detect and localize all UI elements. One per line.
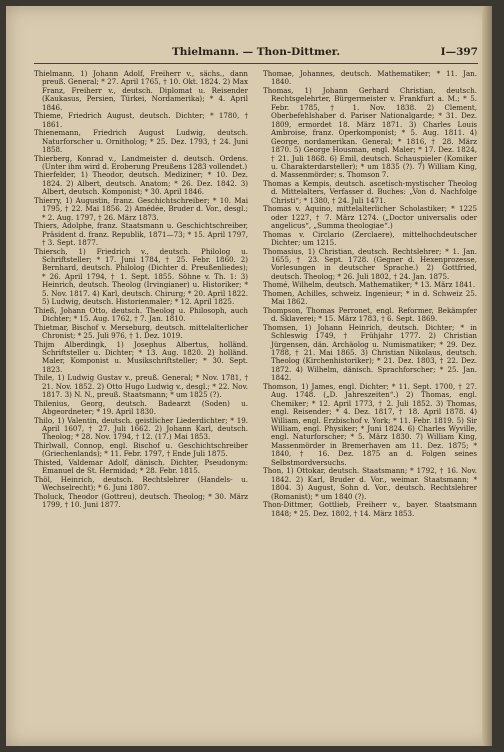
- dictionary-entry: Tholuck, Theodor (Gottreu), deutsch. Theolog; * 30. März 1799, † 10. Juni 1877.: [34, 491, 248, 510]
- dictionary-entry: Thierry, 1) Augustin, franz. Geschichtschreiber; * 10. Mai 1795, † 22. Mai 1856. 2) Amédée, Bruder d. Vor., desgl.; * 2. Aug. 1797, † 26. März 1873.: [34, 195, 248, 222]
- dictionary-entry: Thomasius, 1) Christian, deutsch. Rechtslehrer; * 1. Jan. 1655, † 23. Sept. 1728. (Gegner d. Hexenprozesse, Vorlesungen in deutscher Sprache.) 2) Gottfried, deutsch. Theolog; * 26. Juli 1802, † 24. Jan. 1875.: [263, 246, 477, 281]
- dictionary-entry: Thieme, Friedrich August, deutsch. Dichter; * 1780, † 1861.: [34, 111, 248, 129]
- dictionary-entry: Thielmann, 1) Johann Adolf, Freiherr v., sächs., dann preuß. General; * 27. April 1765, † 10. Okt. 1824. 2) Max Franz, Freiherr v., deutsch. Diplomat u. Reisender (Kaukasus, Persien, Türkei, Nordamerika); * 4. April 1846.: [34, 69, 248, 112]
- page-spine-shadow: [482, 6, 492, 746]
- dictionary-entry: Thiers, Adolphe, franz. Staatsmann u. Geschichtschreiber, Präsident d. franz. Republik, 1871—73; * 15. April 1797, † 3. Sept. 1877.: [34, 221, 248, 248]
- running-title: Thielmann. — Thon-Dittmer.: [171, 46, 340, 58]
- dictionary-entry: Thöl, Heinrich, deutsch. Rechtslehrer (Handels- u. Wechselrecht); * 6. Juni 1807.: [34, 474, 248, 493]
- right-column: [263, 70, 477, 518]
- dictionary-entry: Thietmar, Bischof v. Merseburg, deutsch. mittelalterlicher Chronist; * 25. Juli 976, † 1. Dez. 1019.: [34, 322, 248, 341]
- dictionary-entry: Thompson, Thomas Perronet, engl. Reformer, Bekämpfer d. Sklaverei; * 15. März 1783, † 6. Sept. 1869.: [263, 305, 477, 324]
- dictionary-entry: Thieß, Johann Otto, deutsch. Theolog u. Philosoph, auch Dichter; * 15. Aug. 1762, † 7. Jan. 1810.: [34, 305, 248, 324]
- dictionary-entry: Thierfelder, 1) Theodor, deutsch. Mediziner; * 10. Dez. 1824. 2) Albert, deutsch. Anatom; * 26. Dez. 1842. 3) Albert, deutsch. Komponist; * 30. April 1846.: [34, 170, 248, 197]
- header-rule: [34, 63, 478, 64]
- dictionary-entry: Thile, 1) Ludwig Gustav v., preuß. General; * Nov. 1781, † 21. Nov. 1852. 2) Otto Hugo Ludwig v., desgl.; * 22. Nov. 1817. 3) N. N., preuß. Staatsmann; * um 1825 (?).: [34, 373, 248, 400]
- page-header: [34, 46, 478, 62]
- dictionary-entry: Thomas v. Aquino, mittelalterlicher Scholastiker; * 1225 oder 1227, † 7. März 1274. („Doctor universalis oder angelicus“, „Summa theologiae“.): [263, 204, 477, 231]
- dictionary-entry: Thierberg, Konrad v., Landmeister d. deutsch. Ordens. (Unter ihm wird d. Eroberung Preußens 1283 vollendet.): [34, 153, 248, 171]
- dictionary-entry: Thon-Dittmer, Gottlieb, Freiherr v., bayer. Staatsmann 1848; * 25. Dez. 1802, † 14. März 1853.: [263, 500, 477, 518]
- dictionary-entry: Thisted, Valdemar Adolf, dänisch. Dichter, Pseudonym: Emanuel de St. Hermidad; * 28. Febr. 1815.: [34, 457, 248, 476]
- dictionary-entry: Thiersch, 1) Friedrich v., deutsch. Philolog u. Schriftsteller; * 17. Juni 1784, † 25. Febr. 1860. 2) Bernhard, deutsch. Philolog (Dichter d. Preußenliedes); * 26. April 1794, † 1. Sept. 1855. Söhne v. Th. 1: 3) Heinrich, deutsch. Theolog (Irvingianer) u. Historiker; * 5. Nov. 1817. 4) Karl, deutsch. Chirurg; * 20. April 1822. 5) Ludwig, deutsch. Historienmaler; * 12. April 1825.: [34, 246, 248, 307]
- dictionary-entry: Thirlwall, Connop, engl. Bischof u. Geschichtschreiber (Griechenlands); * 11. Febr. 1797, † Ende Juli 1875.: [34, 440, 248, 459]
- dictionary-entry: Thilenius, Georg, deutsch. Badearzt (Soden) u. Abgeordneter; * 19. April 1830.: [34, 398, 248, 417]
- dictionary-entry: Thomae, Johannes, deutsch. Mathematiker; * 11. Jan. 1840.: [263, 69, 477, 87]
- dictionary-entry: Thomen, Achilles, schweiz. Ingenieur; * in d. Schweiz 25. Mai 1862.: [263, 288, 477, 307]
- dictionary-entry: Thijm Alberdingk, 1) Josephus Albertus, holländ. Schriftsteller u. Dichter; * 13. Aug. 1820. 2) holländ. Maler, Komponist u. Musikschriftsteller; * 30. Sept. 1823.: [34, 339, 248, 374]
- dictionary-entry: Thomsen, 1) Johann Heinrich, deutsch. Dichter; * in Schleswig 1749, † Frühjahr 1777. 2) Christian Jürgensen, dän. Archäolog u. Numismatiker; * 29. Dez. 1788, † 21. Mai 1865. 3) Christian Nikolaus, deutsch. Theolog (Kirchenhistoriker); * 21. Dez. 1803, † 22. Dez. 1872. 4) Wilhelm, dänisch. Sprachforscher; * 25. Jan. 1842.: [263, 322, 477, 383]
- page-number: I—397: [440, 46, 478, 58]
- dictionary-entry: Thomas a Kempis, deutsch. ascetisch-mystischer Theolog d. Mittelalters, Verfasser d. Buches: „Von d. Nachfolge Christi“; * 1380, † 24. Juli 1471.: [263, 178, 477, 205]
- dictionary-entry: Thomé, Wilhelm, deutsch. Mathematiker; * 13. März 1841.: [263, 280, 476, 290]
- dictionary-entry: Thomson, 1) James, engl. Dichter; * 11. Sept. 1700, † 27. Aug. 1748. („D. Jahreszeiten“.) 2) Thomas, engl. Chemiker; * 12. April 1773, † 2. Juli 1852. 3) Thomas, engl. Reisender; * 4. Dez. 1817, † 18. April 1878. 4) William, engl. Erzbischof v. York; * 11. Febr. 1819. 5) Sir William, engl. Physiker; * Juni 1824. 6) Charles Wyville, engl. Naturforscher; * 5. März 1830. 7) William King, Massenmörder in Bremerhaven am 11. Dez. 1875; * 1840, † 16. Dez. 1875 an d. Folgen seines Selbstmordversuchs.: [263, 381, 477, 467]
- dictionary-entry: Thon, 1) Ottokar, deutsch. Staatsmann; * 1792, † 16. Nov. 1842. 2) Karl, Bruder d. Vor., weimar. Staatsmann; * 1804. 3) August, Sohn d. Vor., deutsch. Rechtslehrer (Romanist); * um 1840 (?).: [263, 466, 477, 501]
- dictionary-entry: Thomas v. Circlario (Zerclaere), mittelhochdeutscher Dichter; um 1215.: [263, 229, 477, 248]
- dictionary-entry: Thienemann, Friedrich August Ludwig, deutsch. Naturforscher u. Ornitholog; * 25. Dez. 1793, † 24. Juni 1858.: [34, 128, 248, 155]
- dictionary-entry: Thomas, 1) Johann Gerhard Christian, deutsch. Rechtsgelehrter, Bürgermeister v. Frankfurt a. M.; * 5. Febr. 1785, † 1. Nov. 1838. 2) Clement, Oberbefehlshaber d. Pariser Nationalgarde; * 31. Dez. 1809, ermordet 18. März 1871. 3) Charles Louis Ambroise, franz. Operkomponist; * 5. Aug. 1811. 4) George, nordamerikan. General; * 1816, † 28. März 1870. 5) George Housman, engl. Maler; * 17. Dez. 1824, † 21. Juli 1868. 6) Emil, deutsch. Schauspieler (Komiker u. Charakterdarsteller); * um 1835 (?). 7) William King, d. Massenmörder; s. Thomson 7.: [263, 85, 477, 180]
- left-column: [34, 70, 248, 510]
- book-page: [6, 6, 492, 746]
- dictionary-entry: Thilo, 1) Valentin, deutsch. geistlicher Liederdichter; * 19. April 1607, † 27. Juli 1662. 2) Johann Karl, deutsch. Theolog; * 28. Nov. 1794, † 12. (17.) Mai 1853.: [34, 415, 248, 442]
